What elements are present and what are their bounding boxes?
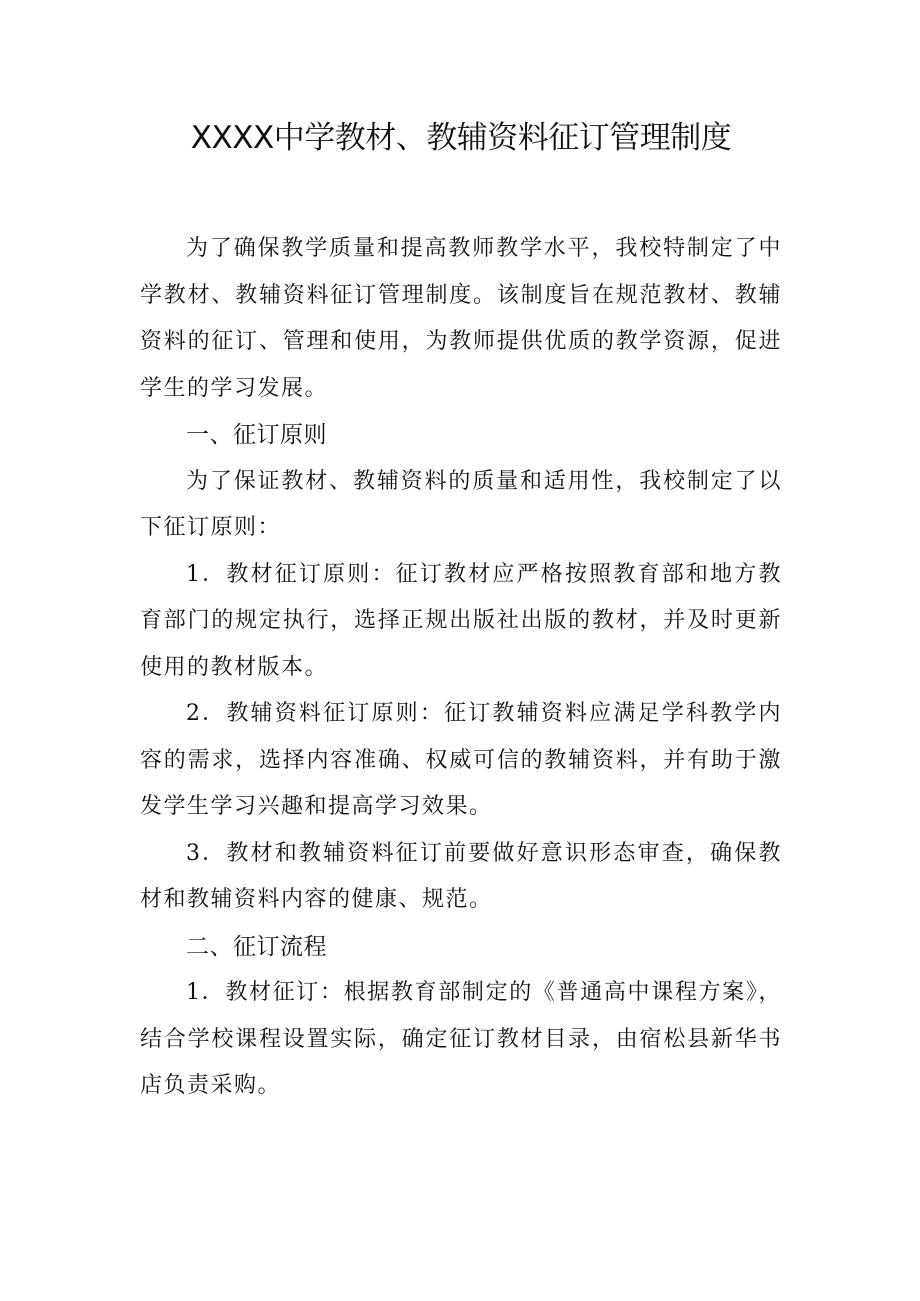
document-body [140, 226, 782, 1110]
principle-item-2: 2．教辅资料征订原则：征订教辅资料应满足学科教学内容的需求，选择内容准确、权威可信的教辅资料，并有助于激发学生学习兴趣和提高学习效果。 [140, 701, 782, 819]
principles-intro-paragraph: 为了保证教材、教辅资料的质量和适用性，我校制定了以下征订原则： [140, 468, 782, 540]
principle-item-1: 1．教材征订原则：征订教材应严格按照教育部和地方教育部门的规定执行，选择正规出版社出版的教材，并及时更新使用的教材版本。 [140, 561, 782, 680]
document-title: XXXX中学教材、教辅资料征订管理制度 [190, 120, 732, 156]
section-heading-principles: 一、征订原则 [186, 422, 327, 448]
section-heading-process: 二、征订流程 [186, 933, 327, 960]
process-item-1: 1．教材征订：根据教育部制定的《普通高中课程方案》，结合学校课程设置实际，确定征订教材目录，由宿松县新华书店负责采购。 [140, 980, 782, 1098]
principle-item-3: 3．教材和教辅资料征订前要做好意识形态审查，确保教材和教辅资料内容的健康、规范。 [140, 840, 782, 912]
intro-paragraph: 为了确保教学质量和提高教师教学水平，我校特制定了中学教材、教辅资料征订管理制度。该制度旨在规范教材、教辅资料的征订、管理和使用，为教师提供优质的教学资源，促进学生的学习发展。 [140, 236, 782, 401]
